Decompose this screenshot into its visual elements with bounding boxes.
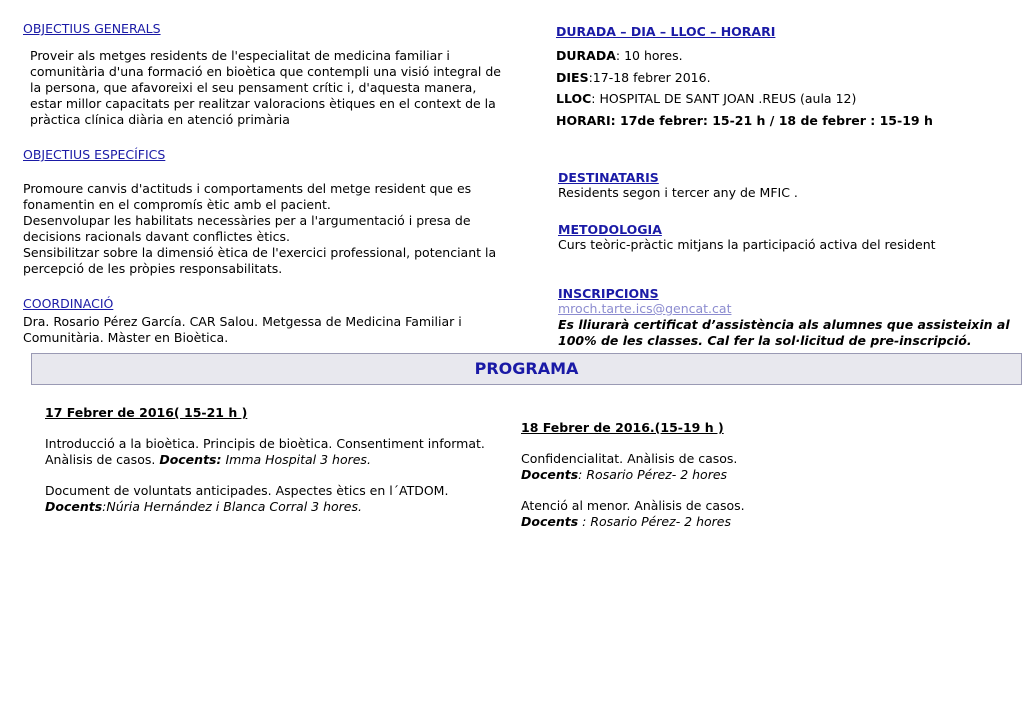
durada-heading: DURADA – DIA – LLOC – HORARI bbox=[556, 24, 776, 39]
text-line: decisions racionals davant conflictes ètics. bbox=[23, 229, 290, 244]
coordinacio-text bbox=[23, 314, 462, 346]
objectius-especifics-heading: OBJECTIUS ESPECÍFICS bbox=[23, 147, 166, 162]
dies-value: :17-18 febrer 2016. bbox=[588, 69, 711, 85]
durada-details bbox=[556, 45, 933, 131]
lloc-value: : HOSPITAL DE SANT JOAN .REUS (aula 12) bbox=[591, 91, 857, 106]
programa-title: PROGRAMA bbox=[474, 359, 579, 378]
day1-session2 bbox=[45, 483, 448, 515]
text-line: fonamentin en el compromís ètic amb el pacient. bbox=[23, 197, 331, 212]
horari-row bbox=[556, 110, 933, 132]
session-title-cont: Anàlisis de casos. bbox=[45, 452, 160, 467]
metodologia-text: Curs teòric-pràctic mitjans la participació activa del resident bbox=[558, 237, 936, 252]
durada-label: DURADA bbox=[556, 48, 616, 63]
session-docents-row bbox=[45, 452, 485, 468]
docents-label: Docents bbox=[521, 467, 579, 482]
docents-label: Docents: bbox=[159, 452, 222, 467]
inscripcions-note bbox=[558, 317, 1010, 349]
text-line: Sensibilitzar sobre la dimensió ètica de l'exercici professional, potenciant la bbox=[23, 245, 497, 260]
objectius-especifics-text bbox=[23, 181, 496, 277]
dies-label: DIES bbox=[556, 69, 589, 85]
coordinacio-heading: COORDINACIÓ bbox=[23, 296, 114, 311]
session-docents-row bbox=[521, 514, 745, 530]
docents-value: Imma Hospital 3 hores. bbox=[221, 452, 371, 467]
metodologia-heading: METODOLOGIA bbox=[558, 222, 662, 237]
text-line: pràctica clínica diària en atenció primària bbox=[30, 112, 290, 127]
horari-value: : 17de febrer: 15-21 h / 18 de febrer : 15-19 h bbox=[610, 112, 933, 128]
lloc-row bbox=[556, 88, 933, 110]
day1-heading: 17 Febrer de 2016( 15-21 h ) bbox=[45, 405, 248, 420]
objectius-generals-text bbox=[30, 48, 501, 128]
session-title: Confidencialitat. Anàlisis de casos. bbox=[521, 451, 738, 466]
inscripcions-heading: INSCRIPCIONS bbox=[558, 286, 659, 301]
horari-label: HORARI bbox=[556, 112, 611, 128]
session-title: Atenció al menor. Anàlisis de casos. bbox=[521, 498, 745, 513]
day2-session2 bbox=[521, 498, 745, 530]
text-line: Promoure canvis d'actituds i comportaments del metge resident que es bbox=[23, 181, 472, 196]
text-line: 100% de les classes. Cal fer la sol·licitud de pre-inscripció. bbox=[558, 333, 972, 348]
docents-value: : Rosario Pérez- 2 hores bbox=[578, 467, 728, 482]
session-docents-row bbox=[45, 499, 448, 515]
destinataris-heading: DESTINATARIS bbox=[558, 170, 659, 185]
dies-row bbox=[556, 67, 933, 89]
programa-banner bbox=[31, 353, 1022, 385]
text-line: la persona, que afavoreixi el seu pensament crític i, d'aquesta manera, bbox=[30, 80, 477, 95]
day2-session1 bbox=[521, 451, 737, 483]
day2-heading: 18 Febrer de 2016.(15-19 h ) bbox=[521, 420, 724, 435]
docents-value: : Rosario Pérez- 2 hores bbox=[578, 514, 732, 529]
destinataris-text: Residents segon i tercer any de MFIC . bbox=[558, 185, 798, 200]
text-line: Proveir als metges residents de l'especialitat de medicina familiar i bbox=[30, 48, 450, 63]
text-line: comunitària d'una formació en bioètica que contempli una visió integral de bbox=[30, 64, 501, 79]
inscripcions-email-link[interactable]: mroch.tarte.ics@gencat.cat bbox=[558, 301, 732, 316]
session-docents-row bbox=[521, 467, 737, 483]
docents-value: :Núria Hernández i Blanca Corral 3 hores. bbox=[102, 499, 362, 514]
session-title: Document de voluntats anticipades. Aspectes ètics en l´ATDOM. bbox=[45, 483, 449, 498]
lloc-label: LLOC bbox=[556, 91, 592, 106]
text-line: percepció de les pròpies responsabilitats. bbox=[23, 261, 283, 276]
session-title: Introducció a la bioètica. Principis de bioètica. Consentiment informat. bbox=[45, 436, 485, 451]
durada-value: : 10 hores. bbox=[615, 48, 683, 63]
durada-row bbox=[556, 45, 933, 67]
day1-session1 bbox=[45, 436, 485, 468]
docents-label: Docents bbox=[521, 514, 579, 529]
text-line: Comunitària. Màster en Bioètica. bbox=[23, 330, 229, 345]
docents-label: Docents bbox=[45, 499, 103, 514]
text-line: Desenvolupar les habilitats necessàries per a l'argumentació i presa de bbox=[23, 213, 471, 228]
objectius-generals-heading: OBJECTIUS GENERALS bbox=[23, 21, 161, 36]
text-line: estar millor capacitats per realitzar valoracions ètiques en el context de la bbox=[30, 96, 496, 111]
text-line: Dra. Rosario Pérez García. CAR Salou. Metgessa de Medicina Familiar i bbox=[23, 314, 462, 329]
text-line: Es lliurarà certificat d’assistència als alumnes que assisteixin al bbox=[558, 317, 1010, 332]
